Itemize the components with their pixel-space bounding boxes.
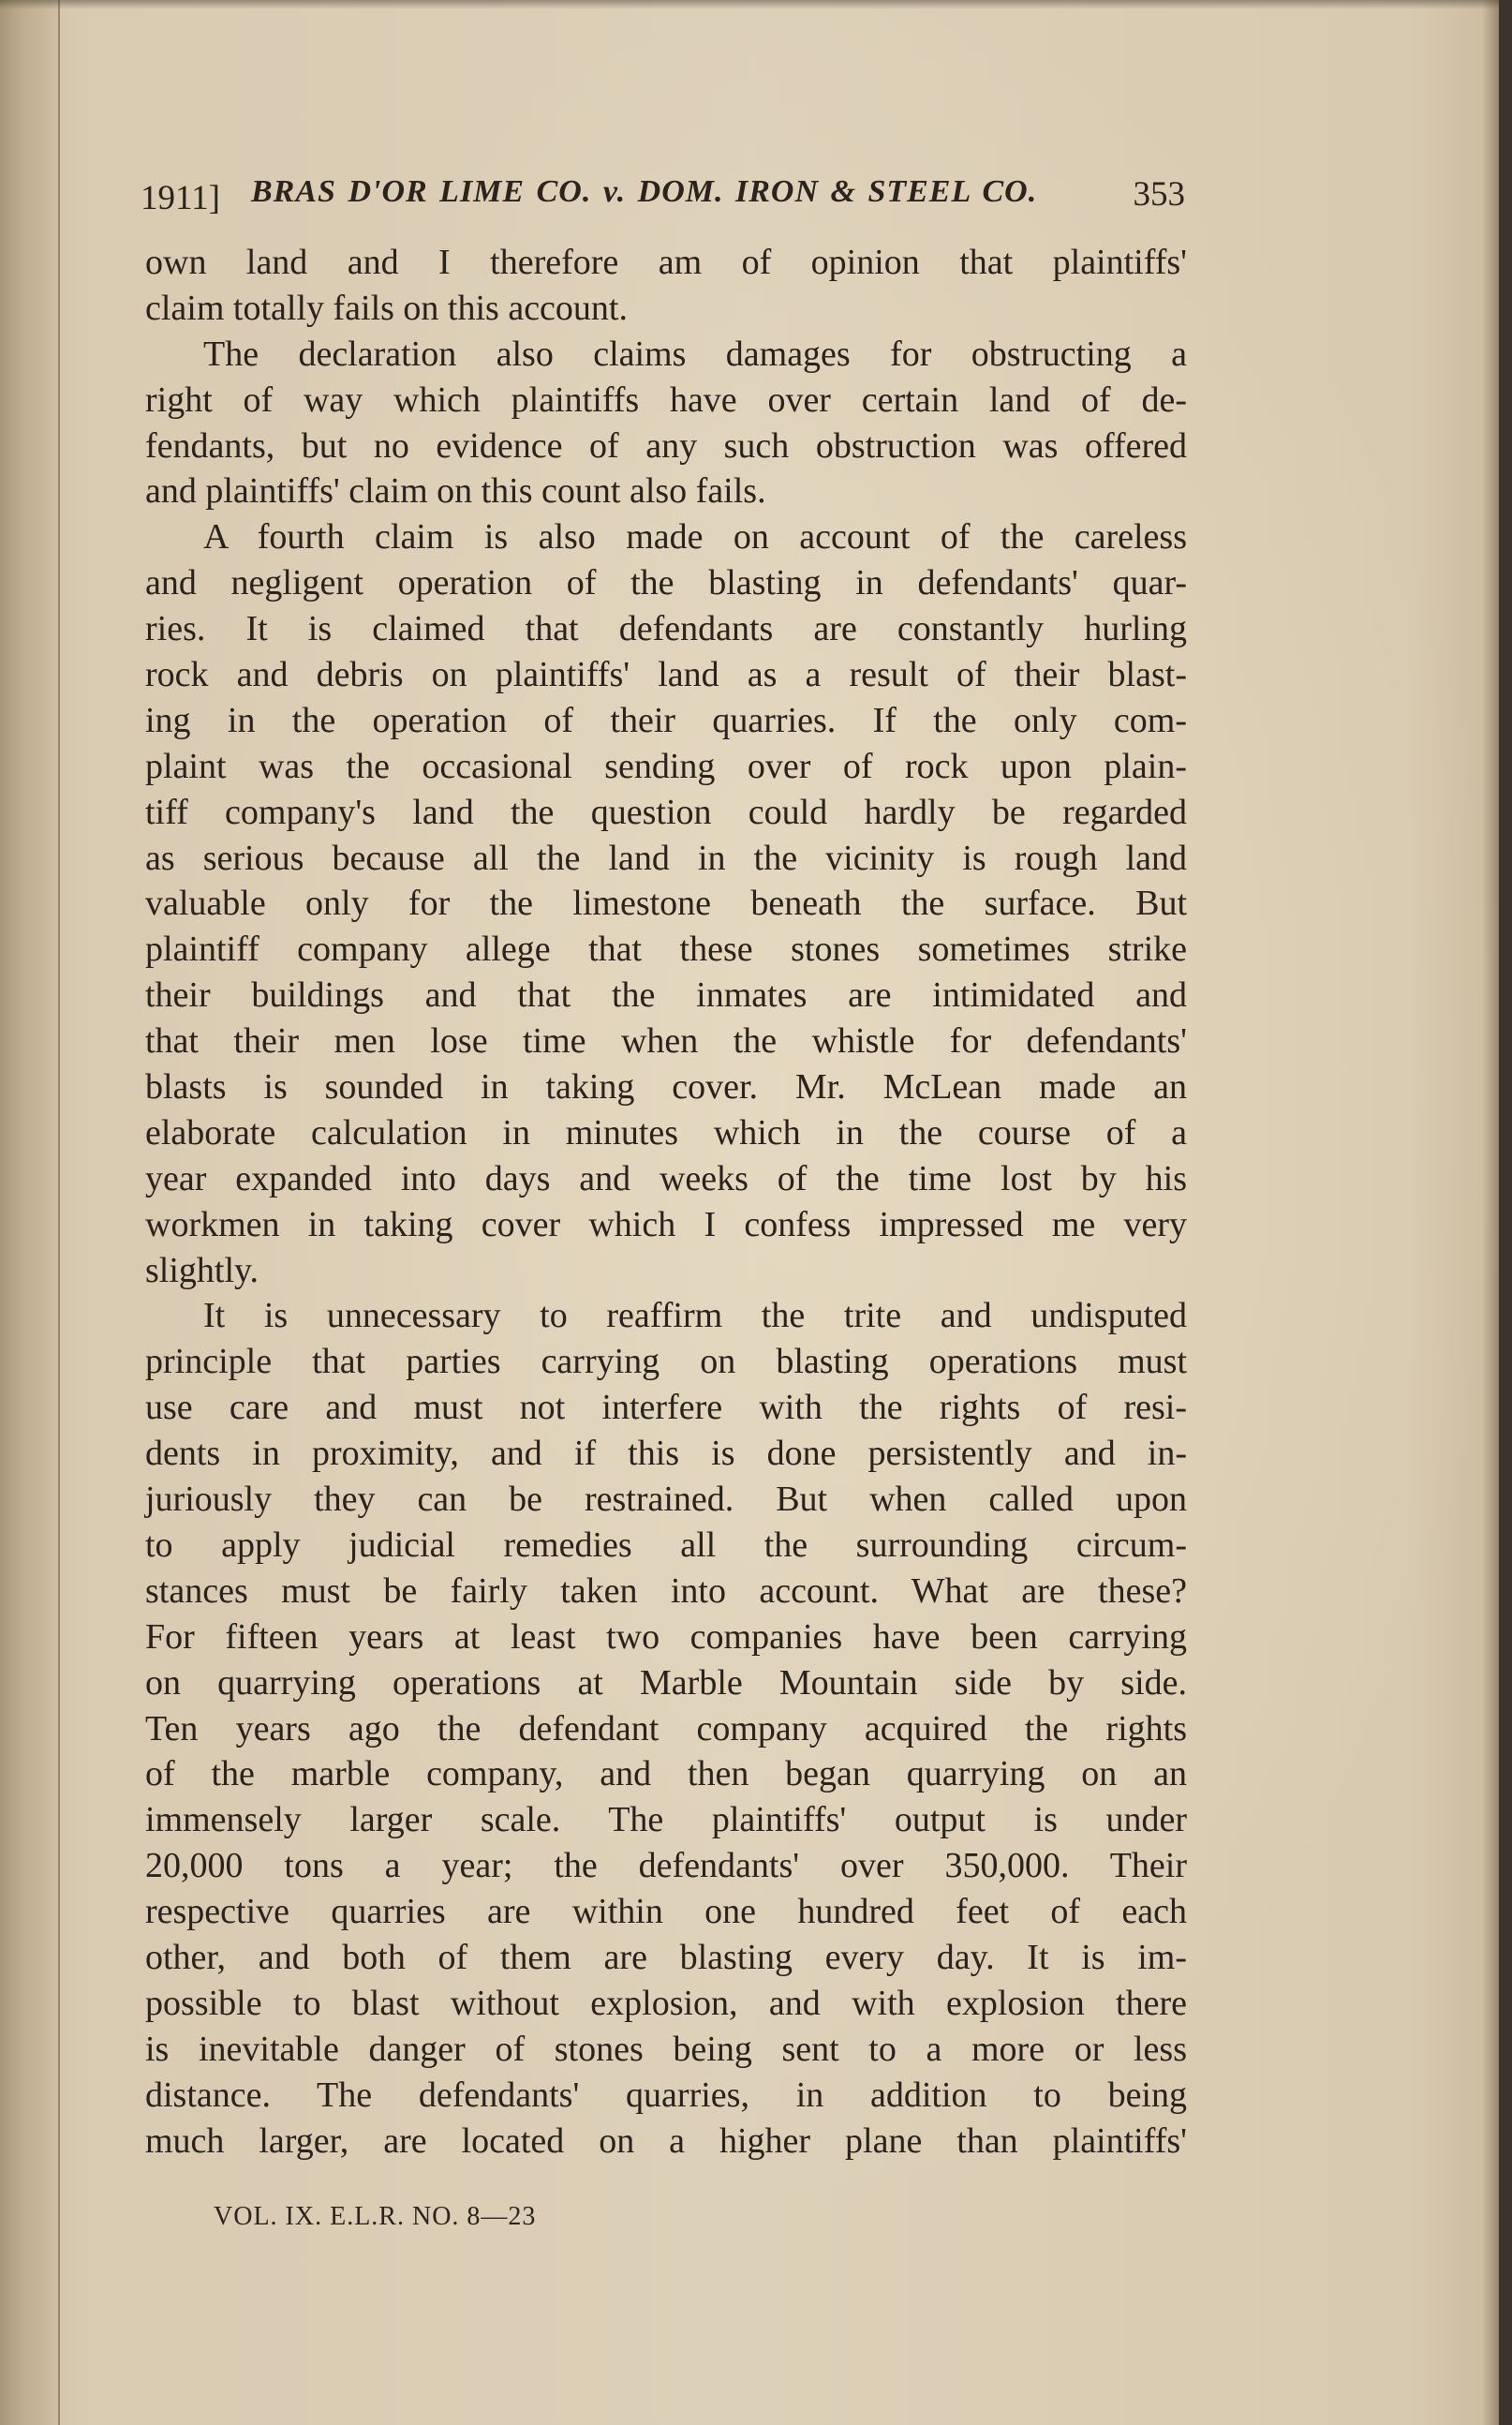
text-line: stances must be fairly taken into account. What are these? <box>145 1570 1187 1611</box>
text-line: use care and must not interfere with the rights of resi- <box>145 1388 1187 1428</box>
text-line: to apply judicial remedies all the surrounding circum- <box>145 1525 1187 1565</box>
header-year: 1911] <box>141 179 220 217</box>
text-line: respective quarries are within one hundred feet of each <box>145 1892 1187 1932</box>
text-line: and plaintiffs' claim on this count also fails. <box>145 471 766 512</box>
text-line: much larger, are located on a higher plane than plaintiffs' <box>145 2120 1187 2161</box>
page-right-edge <box>1482 0 1499 2425</box>
text-line: It is unnecessary to reaffirm the trite and undisputed <box>203 1296 1187 1336</box>
text-line: Ten years ago the defendant company acquired the rights <box>145 1708 1187 1748</box>
page-top-edge <box>0 0 1499 9</box>
text-line: fendants, but no evidence of any such obstruction was offered <box>145 425 1187 466</box>
text-line: plaintiff company allege that these stones sometimes strike <box>145 930 1187 970</box>
text-line: ing in the operation of their quarries. If the only com- <box>145 700 1187 740</box>
page-number: 353 <box>1133 175 1185 214</box>
running-header <box>141 165 1185 221</box>
text-line: 20,000 tons a year; the defendants' over 350,000. Their <box>145 1846 1187 1886</box>
text-line: rock and debris on plaintiffs' land as a result of their blast- <box>145 655 1187 695</box>
text-line: elaborate calculation in minutes which in the course of a <box>145 1112 1187 1153</box>
text-line: tiff company's land the question could hardly be regarded <box>145 792 1187 832</box>
text-line: and negligent operation of the blasting in defendants' quar- <box>145 563 1187 603</box>
text-line: claim totally fails on this account. <box>145 288 628 328</box>
text-line: that their men lose time when the whistle for defendants' <box>145 1021 1187 1062</box>
text-line: is inevitable danger of stones being sent to a more or less <box>145 2029 1187 2069</box>
text-line: A fourth claim is also made on account of the careless <box>203 517 1187 558</box>
text-line: as serious because all the land in the vicinity is rough land <box>145 838 1187 878</box>
text-line: distance. The defendants' quarries, in addition to being <box>145 2075 1187 2115</box>
text-line: blasts is sounded in taking cover. Mr. McLean made an <box>145 1067 1187 1108</box>
text-line: plaint was the occasional sending over of rock upon plain- <box>145 746 1187 786</box>
text-line: right of way which plaintiffs have over certain land of de- <box>145 379 1187 420</box>
text-line: principle that parties carrying on blasting operations must <box>145 1342 1187 1382</box>
text-line: their buildings and that the inmates are intimidated and <box>145 975 1187 1016</box>
page-binding-edge <box>0 0 60 2425</box>
text-line: ries. It is claimed that defendants are constantly hurling <box>145 609 1187 649</box>
case-title: BRAS D'OR LIME CO. v. DOM. IRON & STEEL CO. <box>251 174 1038 209</box>
text-line: dents in proximity, and if this is done persistently and in- <box>145 1434 1187 1474</box>
text-line: of the marble company, and then began quarrying on an <box>145 1754 1187 1794</box>
text-line: other, and both of them are blasting every day. It is im- <box>145 1937 1187 1977</box>
text-line: For fifteen years at least two companies have been carrying <box>145 1616 1187 1657</box>
body-text <box>145 240 1187 2164</box>
text-line: workmen in taking cover which I confess impressed me very <box>145 1204 1187 1244</box>
text-line: slightly. <box>145 1250 259 1290</box>
text-line: valuable only for the limestone beneath the surface. But <box>145 884 1187 924</box>
text-line: on quarrying operations at Marble Mountain side by side. <box>145 1662 1187 1703</box>
text-line: year expanded into days and weeks of the time lost by his <box>145 1158 1187 1198</box>
text-line: immensely larger scale. The plaintiffs' output is under <box>145 1800 1187 1840</box>
text-line: possible to blast without explosion, and with explosion there <box>145 1983 1187 2023</box>
text-line: own land and I therefore am of opinion that plaintiffs' <box>145 243 1187 282</box>
text-line: The declaration also claims damages for obstructing a <box>203 334 1187 374</box>
text-line: juriously they can be restrained. But when called upon <box>145 1480 1187 1520</box>
printer-signature: VOL. IX. E.L.R. NO. 8—23 <box>214 2202 537 2231</box>
